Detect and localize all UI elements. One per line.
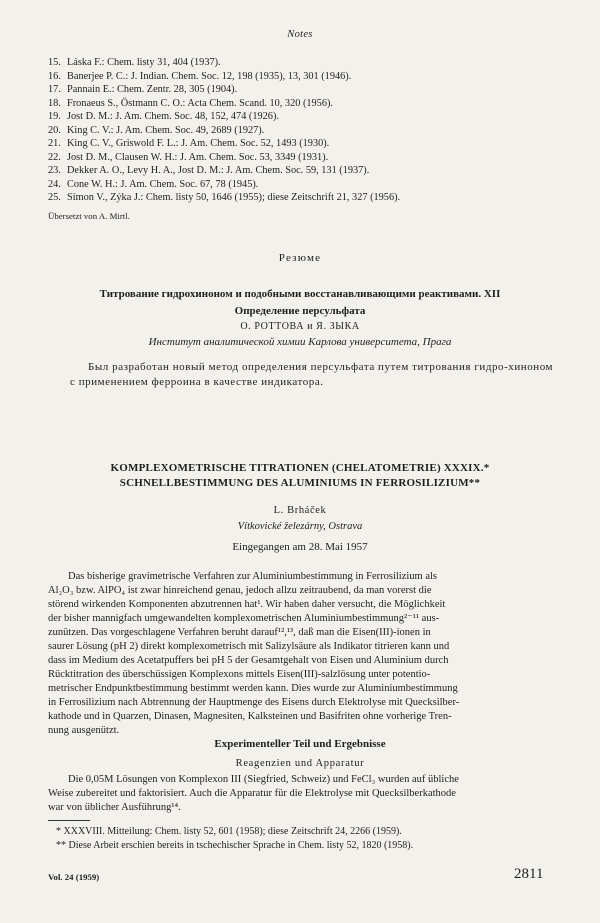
russian-title [40, 286, 560, 320]
reference-item [48, 137, 558, 151]
volume-label: Vol. 24 (1959) [48, 872, 100, 882]
reference-item [48, 151, 558, 165]
reference-number: 21. [48, 138, 61, 150]
reference-item [48, 110, 558, 124]
russian-authors: О. РОТТОВА и Я. ЗЫКА [240, 321, 360, 332]
reference-item [48, 178, 558, 192]
reference-item [48, 191, 558, 205]
reference-number: 18. [48, 97, 61, 109]
received-date: Eingegangen am 28. Mai 1957 [232, 541, 368, 553]
reference-item [48, 164, 558, 178]
article-affiliation: Vítkovické železárny, Ostrava [237, 521, 363, 532]
rezume-heading: Резюме [278, 252, 322, 264]
reference-number: 22. [48, 151, 61, 163]
reagents-paragraph [48, 773, 558, 815]
russian-title-line: Титрование гидрохиноном и подобными восстанавливающими реактивами. XII [99, 288, 501, 300]
reference-text: Jost D. M.: J. Am. Chem. Soc. 48, 152, 474 (1926). [67, 111, 279, 123]
reference-number: 16. [48, 70, 61, 82]
reference-text: King C. V.: J. Am. Chem. Soc. 49, 2689 (1927). [67, 124, 265, 136]
intro-paragraph [48, 570, 558, 738]
text-line: war von üblicher Ausführung¹⁴. [48, 802, 181, 813]
reference-number: 17. [48, 84, 61, 96]
russian-title-line: Определение персульфата [234, 305, 366, 317]
text-line: saurer Lösung (pH 2) direkt komplexometrisch mit Salizylsäure als Indikator titrieren kann und [48, 641, 450, 652]
reference-text: Fronaeus S., Östmann C. O.: Acta Chem. Scand. 10, 320 (1956). [67, 97, 333, 109]
page-number: 2811 [514, 866, 544, 882]
text-line: nung ausgenützt. [48, 725, 120, 736]
reference-number: 15. [48, 57, 61, 68]
reference-text: Láska F.: Chem. listy 31, 404 (1937). [67, 57, 221, 68]
reference-item [48, 97, 558, 111]
reference-text: Pannain E.: Chem. Zentr. 28, 305 (1904). [67, 84, 238, 96]
reference-item [48, 83, 558, 97]
article-title-line: SCHNELLBESTIMMUNG DES ALUMINIUMS IN FERROSILIZIUM** [119, 477, 481, 489]
reference-list [48, 56, 558, 205]
russian-abstract: Был разработан новый метод определения персульфата путем титрования гидро-хиноном с применением ферроина в качестве индикатора. [70, 361, 554, 388]
reference-number: 20. [48, 124, 61, 136]
article-title-line: KOMPLEXOMETRISCHE TITRATIONEN (CHELATOMETRIE) XXXIX.* [110, 462, 490, 474]
footnote: ** Diese Arbeit erschien bereits in tschechischer Sprache in Chem. listy 52, 1820 (1958). [56, 839, 414, 851]
text-line: in Ferrosilizium nach Abtrennung der Hauptmenge des Eisens durch Elektrolyse mit Quecksilber- [48, 697, 460, 708]
footnote: * XXXVIII. Mitteilung: Chem. listy 52, 601 (1958); diese Zeitschrift 24, 2266 (1959). [56, 826, 402, 837]
reference-number: 25. [48, 192, 61, 204]
reference-text: Cone W. H.: J. Am. Chem. Soc. 67, 78 (1945). [67, 178, 259, 190]
reference-number: 24. [48, 178, 61, 190]
text-line: störend wirkenden Komponenten abzutrennen hat¹. Wir haben daher versucht, die Möglichkeit [48, 599, 446, 610]
footnote-divider [48, 820, 90, 821]
text-line: Rücktitration des überschüssigen Komplexons mittels Eisen(III)-salzlösung unter potentio- [48, 669, 431, 680]
russian-institute: Институт аналитической химии Карлова университета, Прага [148, 336, 452, 348]
reference-text: Dekker A. O., Levy H. A., Jost D. M.: J. Am. Chem. Soc. 59, 131 (1937). [67, 165, 370, 177]
reference-text: Jost D. M., Clausen W. H.: J. Am. Chem. Soc. 53, 3349 (1931). [67, 151, 329, 163]
text-line: Die 0,05M Lösungen von Komplexon III (Siegfried, Schweiz) und FeCl₃ wurden auf übliche [68, 774, 459, 785]
text-line: Weise zubereitet und faktorisiert. Auch die Apparatur für die Elektrolyse mit Quecksilberkathode [48, 788, 456, 799]
reference-number: 23. [48, 165, 61, 177]
reference-item [48, 70, 558, 84]
subsection-heading: Reagenzien und Apparatur [235, 758, 365, 769]
reference-number: 19. [48, 111, 61, 123]
text-line: zunützen. Das vorgeschlagene Verfahren beruht darauf¹²,¹³, daß man die Eisen(III)-ionen in [48, 627, 431, 638]
text-line: Das bisherige gravimetrische Verfahren zur Aluminiumbestimmung in Ferrosilizium als [68, 571, 437, 582]
article-author: L. Brháček [273, 505, 327, 516]
translator-note: Übersetzt von A. Mirtl. [48, 211, 130, 221]
running-head: Notes [287, 29, 313, 40]
reference-text: King C. V., Griswold F. L.: J. Am. Chem. Soc. 52, 1493 (1930). [67, 138, 330, 150]
text-line: metrischer Endpunktbestimmung bestimmt werden kann. Dies wurde zur Aluminiumbestimmung [48, 683, 458, 694]
text-line: der bisher mannigfach umgewandelten komplexometrischen Aluminiumbestimmung²⁻¹¹ aus- [48, 613, 440, 624]
reference-item [48, 56, 558, 70]
section-heading: Experimenteller Teil und Ergebnisse [214, 738, 386, 750]
footnotes [48, 825, 558, 852]
text-line: Al₂O₃ bzw. AlPO₄ ist zwar hinreichend genau, jedoch allzu zeitraubend, da man vorerst die [48, 585, 432, 596]
reference-text: Banerjee P. C.: J. Indian. Chem. Soc. 12, 198 (1935), 13, 301 (1946). [67, 70, 352, 82]
reference-item [48, 124, 558, 138]
reference-text: Simon V., Zýka J.: Chem. listy 50, 1646 (1955); diese Zeitschrift 21, 327 (1956). [67, 192, 401, 204]
article-title [0, 461, 600, 491]
text-line: kathode und in Quarzen, Dinasen, Magnesiten, Kalksteinen und Basifriten ohne vorherige Tren- [48, 711, 452, 722]
text-line: dass im Medium des Acetatpuffers bei pH 5 der Gesamtgehalt von Eisen und Aluminium durch [48, 655, 449, 666]
